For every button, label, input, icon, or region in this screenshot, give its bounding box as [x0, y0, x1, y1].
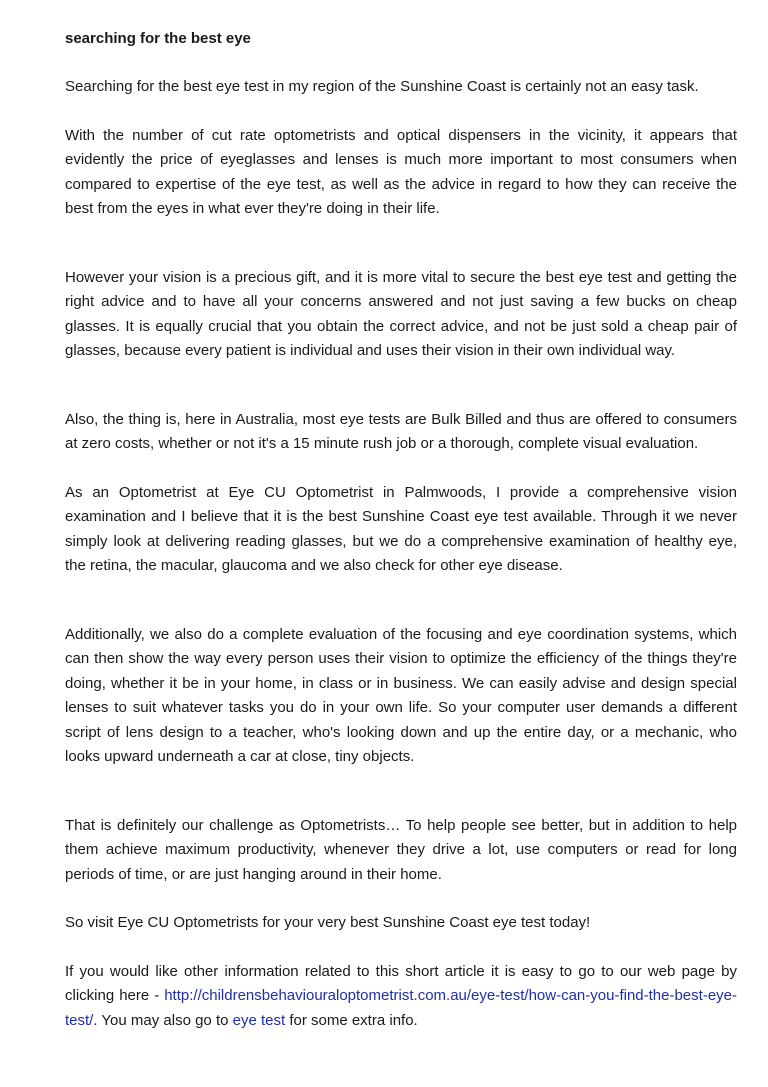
paragraph-intro: Searching for the best eye test in my region of the Sunshine Coast is certainly not an easy task.	[65, 78, 699, 95]
paragraph-focusing-evaluation: Additionally, we also do a complete evaluation of the focusing and eye coordination systems, which can then show the way every person uses their vision to optimize the efficiency of the things they're doing, whether it be in your home, in class or in business. We can easily advise and design special lenses to suit whatever tasks you do in your own life. So your computer user demands a different script of lens design to a teacher, who's looking down and up the entire day, or a mechanic, who looks upward underneath a car at close, tiny objects.	[65, 625, 737, 765]
eye-test-link[interactable]: eye test	[232, 1011, 286, 1029]
closing-text-start: If you would like other information related to this short article it is easy to go to our web page by clicking here -	[65, 962, 737, 1004]
closing-text-middle: . You may also go to	[93, 1011, 233, 1029]
document-page	[65, 27, 737, 1057]
paragraph-bulk-billed: Also, the thing is, here in Australia, most eye tests are Bulk Billed and thus are offered to consumers at zero costs, whether or not it's a 15 minute rush job or a thorough, complete visual evaluation.	[65, 410, 737, 452]
article-url-link[interactable]: http://childrensbehaviouraloptometrist.com.au/eye-test/how-can-you-find-the-best-eye-test/	[65, 987, 737, 1029]
paragraph-comprehensive-exam: As an Optometrist at Eye CU Optometrist in Palmwoods, I provide a comprehensive vision examination and I believe that it is the best Sunshine Coast eye test available. Through it we never simply look at delivering reading glasses, but we do a comprehensive examination of healthy eye, the retina, the macular, glaucoma and we also check for other eye disease.	[65, 483, 737, 574]
paragraph-closing	[65, 960, 737, 1034]
document-title: searching for the best eye	[65, 30, 251, 47]
paragraph-challenge: That is definitely our challenge as Optometrists… To help people see better, but in addition to help them achieve maximum productivity, whenever they drive a lot, use computers or read for long periods of time, or are just hanging around in their home.	[65, 816, 737, 883]
paragraph-visit: So visit Eye CU Optometrists for your very best Sunshine Coast eye test today!	[65, 914, 591, 931]
closing-text-end: for some extra info.	[285, 1011, 418, 1029]
paragraph-price-vs-expertise: With the number of cut rate optometrists and optical dispensers in the vicinity, it appears that evidently the price of eyeglasses and lenses is much more important to most consumers when compared to expertise of the eye test, as well as the advice in regard to how they can receive the best from the eyes in what ever they're doing in their life.	[65, 126, 737, 217]
paragraph-vision-gift: However your vision is a precious gift, and it is more vital to secure the best eye test and getting the right advice and to have all your concerns answered and not just saving a few bucks on cheap glasses. It is equally crucial that you obtain the correct advice, and not be just sold a cheap pair of glasses, because every patient is individual and uses their vision in their own individual way.	[65, 268, 737, 359]
